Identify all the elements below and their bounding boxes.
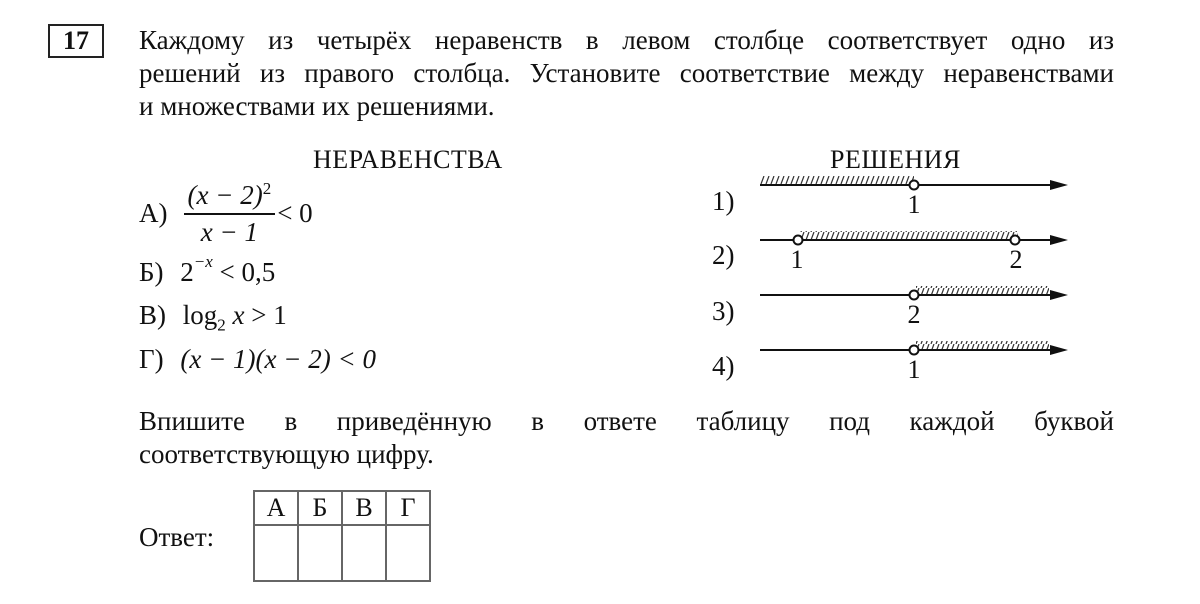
inequality-g-expr: (x − 1)(x − 2) < 0 [180, 344, 376, 374]
intro-line-1: Каждому из четырёх неравенств в левом столбце соответствует одно из [139, 25, 1114, 55]
answer-header-a: А [254, 491, 298, 525]
inequality-a-exponent: 2 [262, 178, 272, 198]
answer-label: Ответ: [139, 522, 215, 552]
inequality-b-label: Б) [139, 257, 164, 287]
inequality-a-rhs: < 0 [277, 197, 313, 228]
intro-line-3: и множествами их решениями. [139, 91, 495, 121]
inequality-g-label: Г) [139, 344, 164, 374]
inequality-a-label: А) [139, 197, 168, 228]
instruction-line-1: Впишите в приведённую в ответе таблицу под каждой буквой [139, 406, 1114, 436]
inequality-v-func: log [182, 300, 218, 330]
answer-header-v: В [342, 491, 386, 525]
number-line-3 [760, 286, 1068, 329]
intro-line-2: решений из правого столбца. Установите соответствие между неравенствами [139, 58, 1114, 88]
number-line-2 [760, 231, 1068, 274]
instruction [139, 405, 1114, 471]
answer-table [253, 490, 431, 582]
solution-2-label: 2) [712, 240, 735, 270]
svg-text:2: 2 [1009, 245, 1023, 274]
answer-cell-v[interactable] [342, 525, 386, 581]
inequality-v-label: В) [139, 300, 166, 330]
solution-1-label: 1) [712, 186, 735, 216]
number-line-4 [760, 341, 1068, 384]
svg-text:1: 1 [907, 355, 921, 384]
answer-header-b: Б [298, 491, 342, 525]
svg-text:1: 1 [907, 190, 921, 219]
instruction-line-2: соответствующую цифру. [139, 439, 434, 469]
inequality-b-rhs: < 0,5 [219, 257, 276, 287]
inequalities-header: НЕРАВЕНСТВА [313, 145, 503, 174]
task-number-badge: 17 [48, 24, 104, 58]
solution-4-label: 4) [712, 351, 735, 381]
svg-text:2: 2 [907, 300, 921, 329]
inequality-v-rhs: > 1 [251, 300, 287, 330]
svg-text:1: 1 [790, 245, 804, 274]
answer-header-g: Г [386, 491, 430, 525]
inequality-v-arg: x [232, 300, 245, 330]
answer-cell-a[interactable] [254, 525, 298, 581]
solutions-header: РЕШЕНИЯ [830, 145, 961, 174]
inequality-b-exponent: −x [193, 252, 213, 271]
inequality-b-base: 2 [180, 257, 194, 287]
solution-3-label: 3) [712, 296, 735, 326]
number-line-1 [760, 176, 1068, 219]
answer-cell-b[interactable] [298, 525, 342, 581]
answer-cell-g[interactable] [386, 525, 430, 581]
inequality-a-denominator: x − 1 [200, 216, 258, 247]
inequality-v-base: 2 [217, 315, 226, 335]
inequality-a-numerator: (x − 2) [187, 179, 263, 210]
